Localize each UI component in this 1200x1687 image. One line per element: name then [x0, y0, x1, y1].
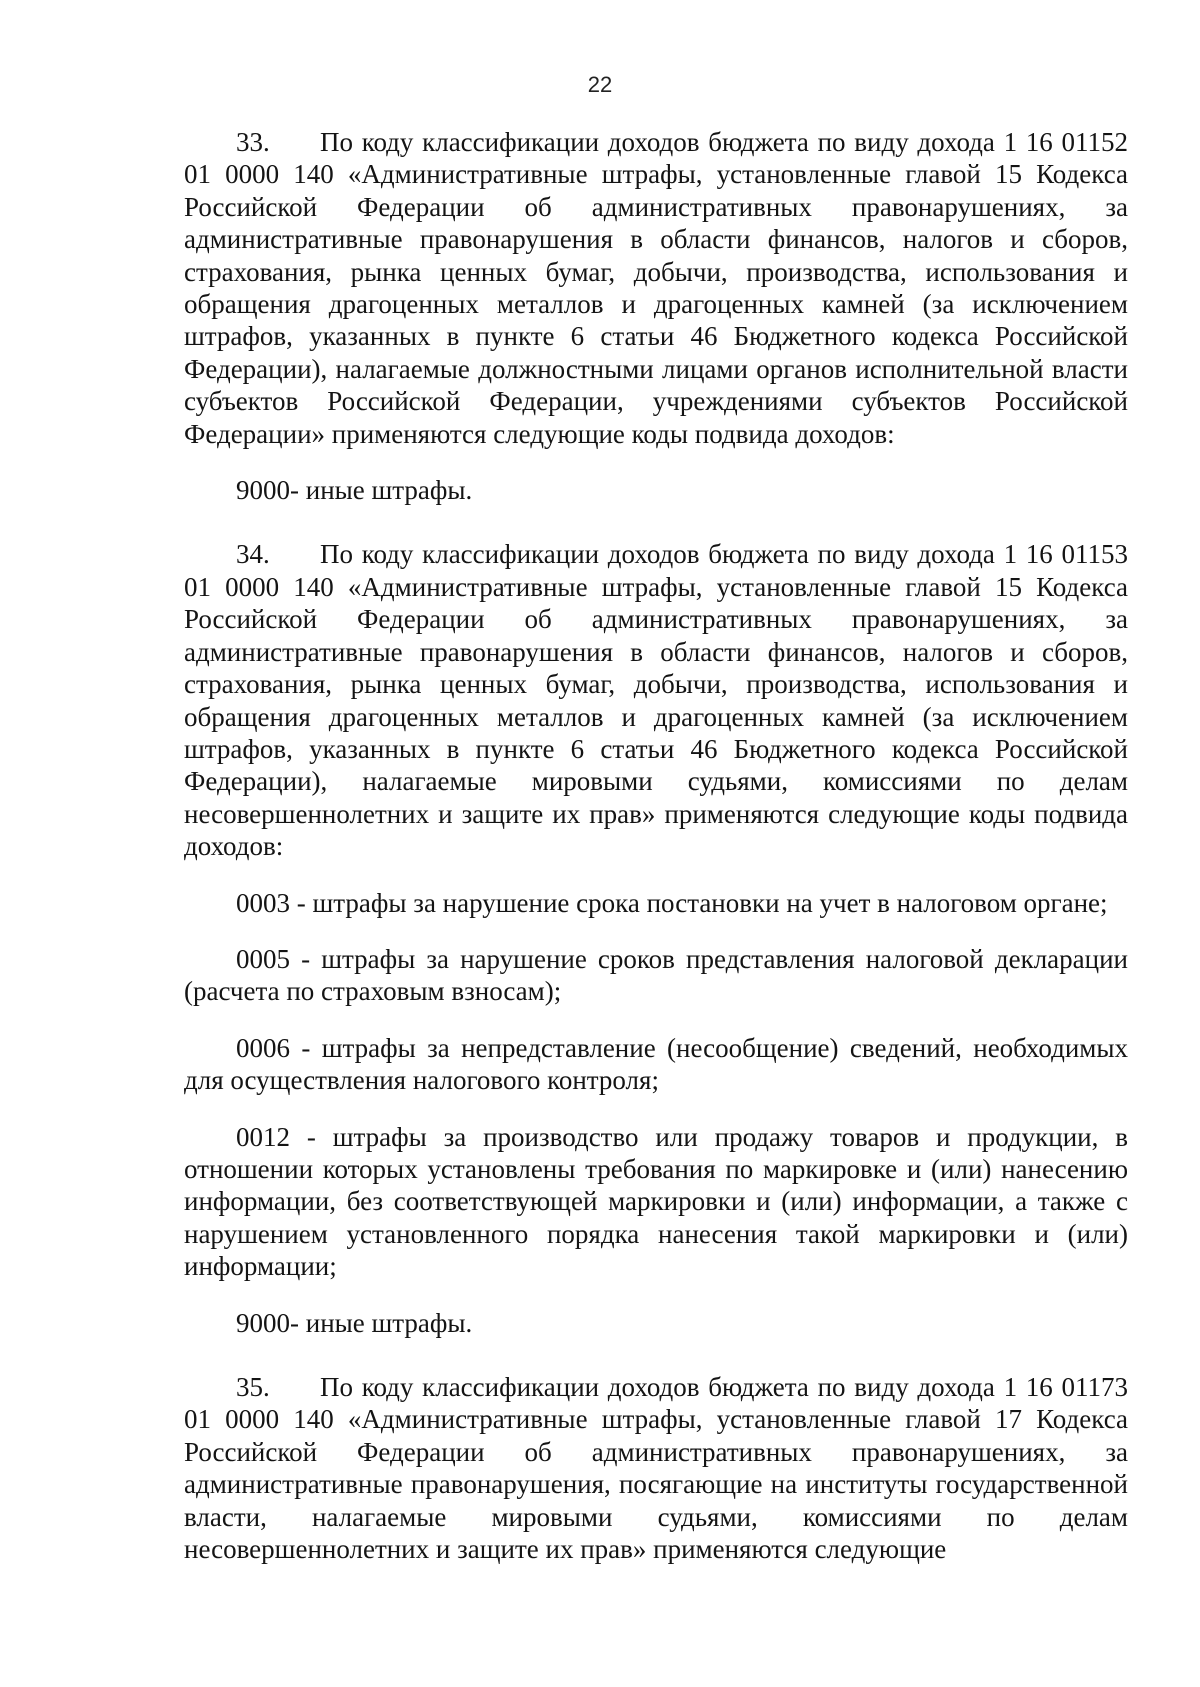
page-number: 22 — [587, 72, 613, 97]
paragraph-text: 0006 - штрафы за непредставление (несообщение) сведений, необходимых для осуществления налогового контроля; — [184, 1032, 1128, 1096]
paragraph-34 — [184, 538, 1128, 862]
paragraph-text: По коду классификации доходов бюджета по виду дохода 1 16 01173 01 0000 140 «Административные штрафы, установленные главой 17 Кодекса Российской Федерации об административных правонарушениях, за административные правонарушения, посягающие на институты государственной власти, налагаемые мировыми судьями, комиссиями по делам несовершеннолетних и защите их прав» применяются следующие — [184, 1372, 1128, 1565]
paragraph-33 — [184, 126, 1128, 450]
document-body — [184, 126, 1128, 1565]
paragraph-text: По коду классификации доходов бюджета по виду дохода 1 16 01152 01 0000 140 «Административные штрафы, установленные главой 15 Кодекса Российской Федерации об административных правонарушениях, за административные правонарушения в области финансов, налогов и сборов, страхования, рынка ценных бумаг, добычи, производства, использования и обращения драгоценных металлов и драгоценных камней (за исключением штрафов, указанных в пункте 6 статьи 46 Бюджетного кодекса Российской Федерации), налагаемые должностными лицами органов исполнительной власти субъектов Российской Федерации, учреждениями субъектов Российской Федерации» применяются следующие коды подвида доходов: — [184, 127, 1128, 449]
subtype-list-item — [184, 943, 1128, 1008]
paragraph-text: 9000- иные штрафы. — [236, 1307, 473, 1338]
subtype-list-item — [184, 1121, 1128, 1283]
paragraph-text: 0012 - штрафы за производство или продажу товаров и продукции, в отношении которых установлены требования по маркировке и (или) нанесению информации, без соответствующей маркировки и (или) информации, а также с нарушением установленного порядка нанесения такой маркировки и (или) информации; — [184, 1121, 1128, 1282]
paragraph-number: 33. — [236, 127, 270, 157]
subtype-list-item — [184, 474, 1128, 506]
paragraph-text: 0003 - штрафы за нарушение срока постановки на учет в налоговом органе; — [236, 887, 1108, 918]
subtype-list-item — [184, 1032, 1128, 1097]
paragraph-text: По коду классификации доходов бюджета по виду дохода 1 16 01153 01 0000 140 «Административные штрафы, установленные главой 15 Кодекса Российской Федерации об административных правонарушениях, за административные правонарушения в области финансов, налогов и сборов, страхования, рынка ценных бумаг, добычи, производства, использования и обращения драгоценных металлов и драгоценных камней (за исключением штрафов, указанных в пункте 6 статьи 46 Бюджетного кодекса Российской Федерации), налагаемые мировыми судьями, комиссиями по делам несовершеннолетних и защите их прав» применяются следующие коды подвида доходов: — [184, 539, 1128, 862]
subtype-list-item — [184, 1307, 1128, 1339]
paragraph-number: 35. — [236, 1372, 270, 1402]
paragraph-35 — [184, 1371, 1128, 1565]
subtype-list-item — [184, 887, 1128, 919]
paragraph-text: 0005 - штрафы за нарушение сроков представления налоговой декларации (расчета по страховым взносам); — [184, 943, 1128, 1007]
paragraph-text: 9000- иные штрафы. — [236, 475, 473, 506]
paragraph-number: 34. — [236, 539, 270, 570]
